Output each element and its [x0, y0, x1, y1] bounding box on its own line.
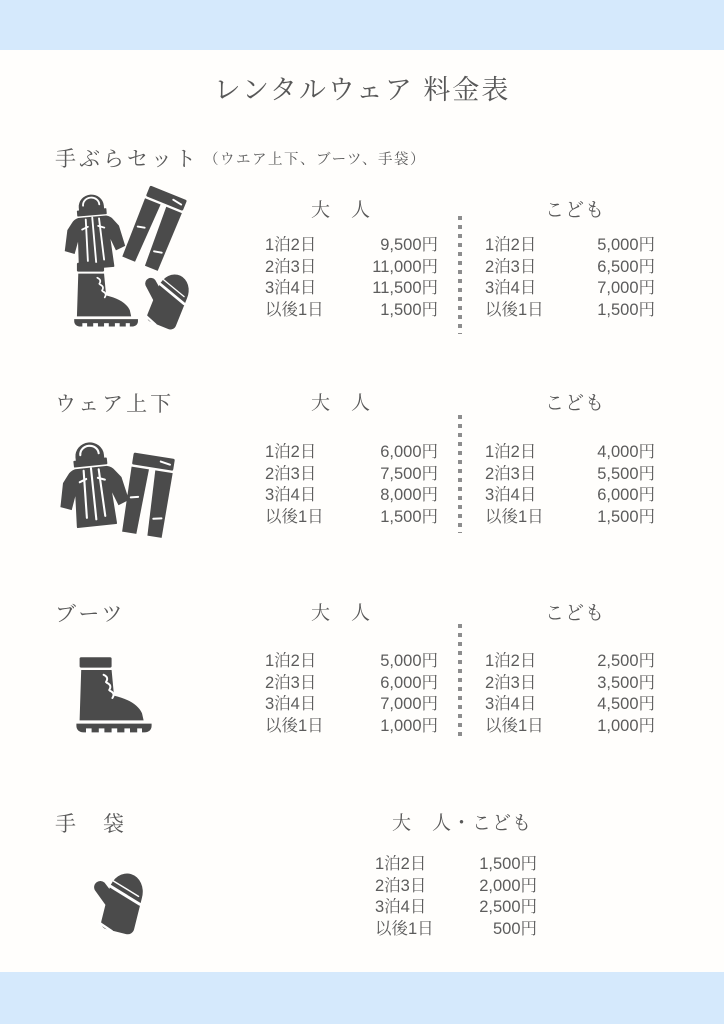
duration-label: 1泊2日	[265, 443, 317, 461]
duration-label: 3泊4日	[485, 279, 537, 297]
duration-label: 以後1日	[265, 300, 324, 319]
price-value: 1,500円	[479, 855, 537, 873]
price-value: 6,500円	[597, 257, 655, 276]
price-row	[265, 673, 438, 695]
duration-label: 3泊4日	[485, 695, 537, 713]
section-heading: ブーツ	[55, 603, 126, 626]
price-row	[485, 278, 655, 300]
price-row	[485, 716, 655, 738]
adult-price-table	[265, 651, 438, 737]
page-title: レンタルウェア 料金表	[213, 75, 511, 105]
price-value: 11,500円	[372, 279, 438, 297]
duration-label: 3泊4日	[485, 486, 537, 504]
adult-column-header: 大 人	[310, 393, 371, 414]
adult-price-table	[265, 442, 438, 528]
section-heading: 手ぶらセット	[55, 148, 199, 171]
child-column-header: こども	[544, 393, 605, 414]
price-value: 6,000円	[597, 486, 655, 504]
price-value: 8,000円	[380, 486, 438, 504]
price-value: 7,500円	[380, 464, 438, 483]
price-row	[485, 442, 655, 464]
price-row	[375, 876, 537, 898]
duration-label: 2泊3日	[265, 464, 317, 483]
child-price-table	[485, 442, 655, 528]
price-row	[485, 257, 655, 279]
price-row	[375, 919, 537, 941]
price-row	[265, 694, 438, 716]
price-row	[265, 235, 438, 257]
pants-icon	[120, 446, 176, 546]
child-price-table	[485, 235, 655, 321]
price-row	[265, 464, 438, 486]
price-value: 9,500円	[380, 236, 438, 254]
child-column-header: こども	[544, 603, 605, 624]
price-row	[375, 854, 537, 876]
section-tebura-set	[0, 143, 724, 358]
dotted-divider	[458, 216, 462, 334]
price-row	[485, 235, 655, 257]
duration-label: 以後1日	[265, 716, 324, 735]
child-price-table	[485, 651, 655, 737]
price-value: 2,500円	[597, 652, 655, 670]
duration-label: 2泊3日	[265, 673, 317, 692]
adult-column-header: 大 人	[310, 603, 371, 624]
price-value: 2,000円	[479, 876, 537, 895]
duration-label: 2泊3日	[485, 257, 537, 276]
price-row	[265, 442, 438, 464]
price-row	[485, 507, 655, 529]
duration-label: 1泊2日	[485, 236, 537, 254]
duration-label: 以後1日	[485, 507, 544, 526]
duration-label: 1泊2日	[265, 236, 317, 254]
price-row	[485, 300, 655, 322]
duration-label: 2泊3日	[485, 464, 537, 483]
price-value: 5,000円	[597, 236, 655, 254]
mitten-icon	[84, 850, 150, 954]
price-row	[265, 716, 438, 738]
duration-label: 2泊3日	[485, 673, 537, 692]
child-column-header: こども	[544, 200, 605, 221]
adult-column-header: 大 人	[310, 200, 371, 221]
price-value: 1,500円	[380, 507, 438, 526]
price-row	[265, 300, 438, 322]
dotted-divider	[458, 624, 462, 738]
section-note: （ウエア上下、ブーツ、手袋）	[204, 152, 426, 168]
price-value: 4,000円	[597, 443, 655, 461]
price-value: 6,000円	[380, 673, 438, 692]
duration-label: 以後1日	[485, 300, 544, 319]
mitten-icon	[134, 257, 194, 341]
price-row	[485, 464, 655, 486]
duration-label: 3泊4日	[265, 695, 317, 713]
price-value: 2,500円	[479, 898, 537, 916]
duration-label: 以後1日	[485, 716, 544, 735]
duration-label: 以後1日	[265, 507, 324, 526]
boot-icon	[62, 648, 154, 740]
duration-label: 1泊2日	[485, 652, 537, 670]
top-border-band	[0, 0, 724, 50]
duration-label: 2泊3日	[265, 257, 317, 276]
duration-label: 1泊2日	[485, 443, 537, 461]
combined-price-table	[375, 854, 537, 940]
price-value: 6,000円	[380, 443, 438, 461]
section-heading: ウェア上下	[55, 393, 175, 416]
duration-label: 3泊4日	[375, 898, 427, 916]
duration-label: 以後1日	[375, 919, 434, 938]
price-row	[485, 485, 655, 507]
boot-icon	[62, 255, 140, 333]
section-gloves	[0, 808, 724, 958]
price-value: 1,000円	[597, 716, 655, 735]
price-value: 1,500円	[597, 300, 655, 319]
price-value: 1,000円	[380, 716, 438, 735]
price-row	[485, 673, 655, 695]
adult-price-table	[265, 235, 438, 321]
dotted-divider	[458, 415, 462, 533]
price-row	[485, 694, 655, 716]
price-row	[265, 257, 438, 279]
price-value: 4,500円	[597, 695, 655, 713]
price-row	[485, 651, 655, 673]
price-value: 5,000円	[380, 652, 438, 670]
price-value: 11,000円	[372, 257, 438, 276]
duration-label: 3泊4日	[265, 486, 317, 504]
price-row	[375, 897, 537, 919]
duration-label: 3泊4日	[265, 279, 317, 297]
price-value: 7,000円	[597, 279, 655, 297]
price-value: 3,500円	[597, 673, 655, 692]
duration-label: 2泊3日	[375, 876, 427, 895]
price-row	[265, 485, 438, 507]
duration-label: 1泊2日	[375, 855, 427, 873]
duration-label: 1泊2日	[265, 652, 317, 670]
price-value: 500円	[492, 919, 537, 938]
section-boots	[0, 598, 724, 758]
combined-column-header: 大 人・こども	[391, 813, 532, 834]
price-row	[265, 651, 438, 673]
bottom-border-band	[0, 972, 724, 1024]
price-row	[265, 507, 438, 529]
price-value: 5,500円	[597, 464, 655, 483]
price-value: 7,000円	[380, 695, 438, 713]
section-heading: 手 袋	[55, 813, 127, 836]
price-value: 1,500円	[597, 507, 655, 526]
price-row	[265, 278, 438, 300]
section-wear-top-bottom	[0, 388, 724, 563]
price-value: 1,500円	[380, 300, 438, 319]
